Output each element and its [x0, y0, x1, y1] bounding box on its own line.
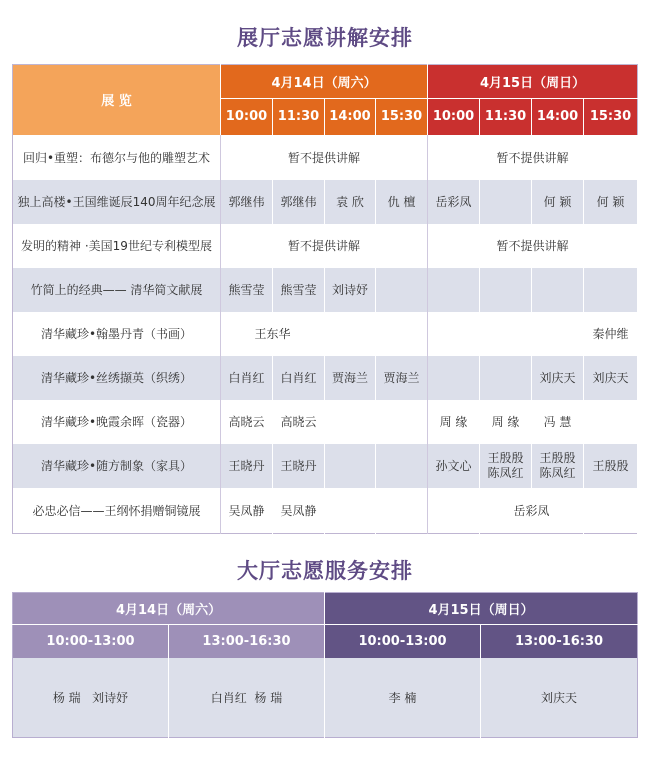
volunteer-cell: 贾海兰: [376, 356, 428, 400]
volunteer-cell: [325, 444, 376, 488]
lobby-volunteers: 刘庆天: [481, 658, 638, 738]
volunteer-cell: [325, 400, 376, 444]
volunteer-cell: 孙文心: [428, 444, 480, 488]
volunteer-cell: [584, 400, 638, 444]
table-row: [13, 224, 638, 268]
exhibit-name: 清华藏珍•晚霞余晖（瓷器）: [13, 400, 221, 444]
volunteer-cell: [325, 312, 376, 356]
time-slot-header: 11:30: [273, 99, 325, 135]
lobby-volunteers: 李 楠: [325, 658, 481, 738]
volunteer-cell: 郭继伟: [273, 180, 325, 224]
lobby-schedule-title: 大厅志愿服务安排: [237, 559, 413, 583]
volunteer-cell: [480, 180, 532, 224]
exhibit-name: 独上高楼•王国维诞辰140周年纪念展: [13, 180, 221, 224]
volunteer-cell: 周 缘: [480, 400, 532, 444]
volunteer-cell: [480, 268, 532, 312]
time-slot-header: 10:00: [428, 99, 480, 135]
volunteer-cell: 刘庆天: [532, 356, 584, 400]
volunteer-cell: [584, 268, 638, 312]
volunteer-cell: 郭继伟: [221, 180, 273, 224]
volunteer-cell: 何 颖: [532, 180, 584, 224]
volunteer-cell: 高晓云: [273, 400, 325, 444]
lobby-time-slot: 10:00-13:00: [13, 625, 169, 658]
volunteer-cell: 仇 檀: [376, 180, 428, 224]
no-tour-note: 暂不提供讲解: [221, 224, 428, 268]
volunteer-cell: [376, 400, 428, 444]
table-row: [13, 312, 638, 356]
volunteer-cell: 王晓丹: [221, 444, 273, 488]
volunteer-cell: 刘诗妤: [325, 268, 376, 312]
volunteer-cell: 贾海兰: [325, 356, 376, 400]
volunteer-cell: 王殷殷 陈凤红: [480, 444, 532, 488]
hall-schedule-table: [12, 64, 638, 534]
volunteer-cell: [376, 312, 428, 356]
volunteer-cell: 白肖红: [273, 356, 325, 400]
volunteer-cell: 白肖红: [221, 356, 273, 400]
volunteer-cell: 岳彩凤: [428, 180, 480, 224]
volunteer-cell: 岳彩凤: [480, 488, 584, 534]
exhibit-name: 清华藏珍•随方制象（家具）: [13, 444, 221, 488]
table-row: [13, 488, 638, 534]
volunteer-cell: 秦仲维: [584, 312, 638, 356]
table-row: [13, 268, 638, 312]
exhibit-name: 必忠必信——王纲怀捐赠铜镜展: [13, 488, 221, 534]
exhibit-name: 清华藏珍•丝绣撷英（织绣）: [13, 356, 221, 400]
volunteer-cell: [532, 268, 584, 312]
exhibit-name: 发明的精神 ·美国19世纪专利模型展: [13, 224, 221, 268]
lobby-day1-header: 4月14日（周六）: [13, 593, 325, 625]
volunteer-cell: 何 颖: [584, 180, 638, 224]
day2-header: 4月15日（周日）: [428, 65, 638, 99]
time-slot-header: 11:30: [480, 99, 532, 135]
table-row: [13, 444, 638, 488]
volunteer-cell: 吴凤静: [221, 488, 273, 534]
volunteer-cell: 冯 慧: [532, 400, 584, 444]
table-row: [13, 356, 638, 400]
volunteer-cell: 王东华: [221, 312, 325, 356]
volunteer-cell: [480, 356, 532, 400]
volunteer-cell: 高晓云: [221, 400, 273, 444]
day1-header: 4月14日（周六）: [221, 65, 428, 99]
volunteer-cell: [480, 312, 532, 356]
lobby-schedule-table: [12, 592, 638, 738]
time-slot-header: 10:00: [221, 99, 273, 135]
volunteer-cell: [532, 312, 584, 356]
volunteer-cell: 熊雪莹: [273, 268, 325, 312]
volunteer-cell: 王殷殷 陈凤红: [532, 444, 584, 488]
volunteer-cell: [325, 488, 376, 534]
volunteer-cell: [376, 488, 428, 534]
lobby-day2-header: 4月15日（周日）: [325, 593, 638, 625]
time-slot-header: 14:00: [325, 99, 376, 135]
volunteer-cell: 刘庆天: [584, 356, 638, 400]
table-row: [13, 400, 638, 444]
volunteer-cell: 周 缘: [428, 400, 480, 444]
volunteer-cell: 熊雪莹: [221, 268, 273, 312]
volunteer-cell: 王殷殷: [584, 444, 638, 488]
volunteer-cell: [584, 488, 638, 534]
lobby-time-slot: 13:00-16:30: [481, 625, 638, 658]
no-tour-note: 暂不提供讲解: [428, 135, 638, 180]
no-tour-note: 暂不提供讲解: [221, 135, 428, 180]
no-tour-note: 暂不提供讲解: [428, 224, 638, 268]
time-slot-header: 15:30: [376, 99, 428, 135]
lobby-volunteers: 杨 瑞 刘诗妤: [13, 658, 169, 738]
exhibit-name: 清华藏珍•翰墨丹青（书画）: [13, 312, 221, 356]
table-row: [13, 135, 638, 180]
volunteer-cell: [428, 356, 480, 400]
volunteer-cell: [428, 488, 480, 534]
lobby-time-slot: 13:00-16:30: [169, 625, 325, 658]
hall-schedule-title: 展厅志愿讲解安排: [237, 26, 413, 50]
volunteer-cell: 王晓丹: [273, 444, 325, 488]
exhibit-name: 竹简上的经典—— 清华简文献展: [13, 268, 221, 312]
volunteer-cell: [428, 268, 480, 312]
volunteer-cell: [376, 268, 428, 312]
lobby-time-slot: 10:00-13:00: [325, 625, 481, 658]
time-slot-header: 15:30: [584, 99, 638, 135]
volunteer-cell: 袁 欣: [325, 180, 376, 224]
exhibit-column-header: 展 览: [13, 65, 221, 135]
volunteer-cell: [428, 312, 480, 356]
time-slot-header: 14:00: [532, 99, 584, 135]
table-row: [13, 180, 638, 224]
exhibit-name: 回归•重塑：布德尔与他的雕塑艺术: [13, 135, 221, 180]
lobby-volunteers: 白肖红 杨 瑞: [169, 658, 325, 738]
volunteer-cell: [376, 444, 428, 488]
volunteer-cell: 吴凤静: [273, 488, 325, 534]
